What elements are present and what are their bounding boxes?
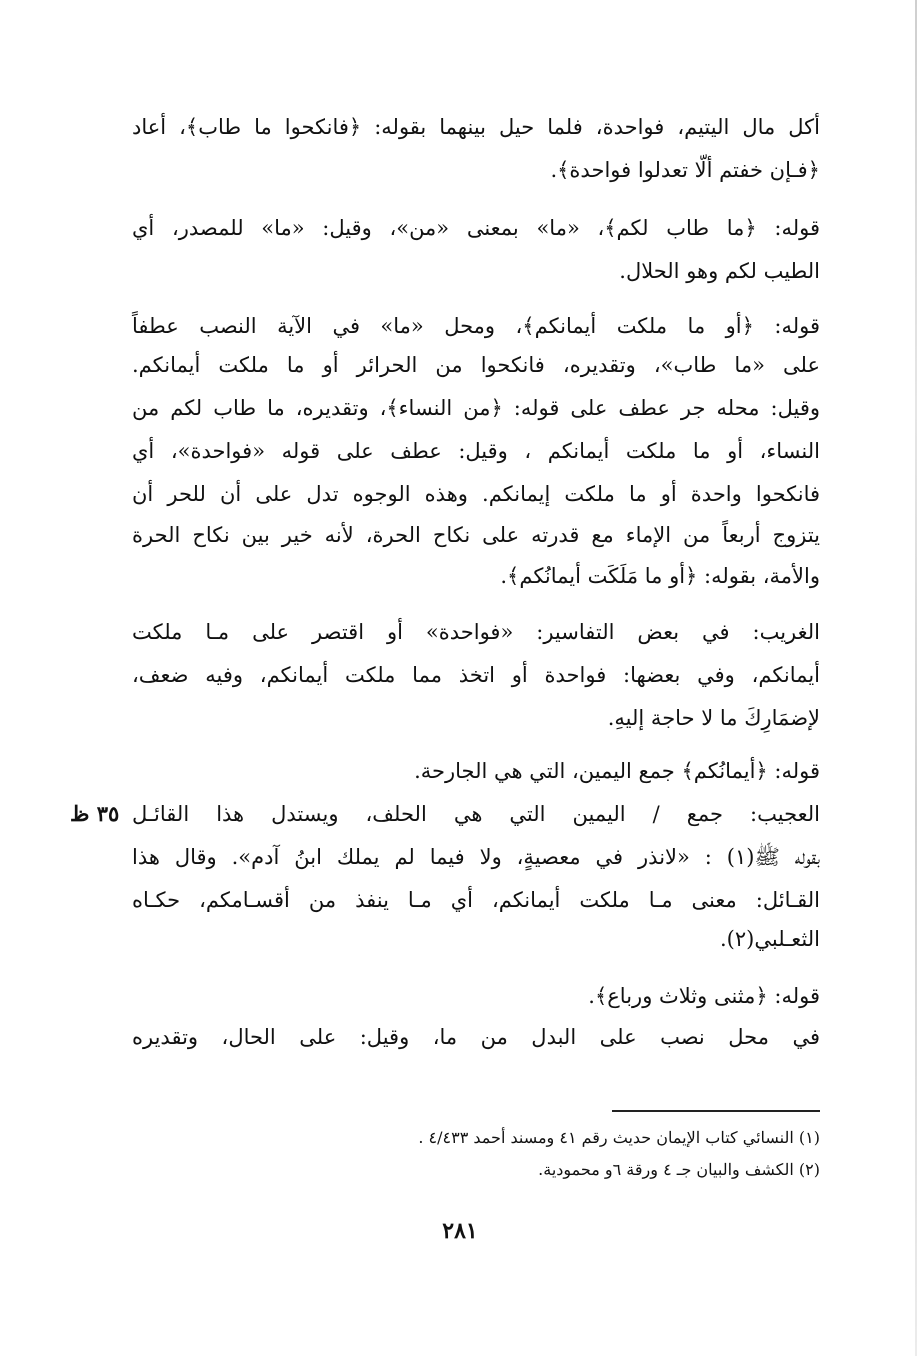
footnote: (١) النسائي كتاب الإيمان حديث رقم ٤١ ومسند أحمد ٤/٤٣٣ . bbox=[418, 1128, 820, 1147]
body-line: قوله: ﴿مثنى وثلاث ورباع﴾. bbox=[588, 984, 820, 1008]
body-line: فانكحوا واحدة أو ما ملكت إيمانكم. وهذه الوجوه تدل على أن للحر أن bbox=[132, 482, 820, 506]
footnote: (٢) الكشف والبيان جـ ٤ ورقة ٦و محمودية. bbox=[538, 1160, 820, 1179]
body-line: وقيل: محله جر عطف على قوله: ﴿من النساء﴾، وتقديره، ما طاب لكم من bbox=[132, 396, 820, 420]
body-line: على «ما طاب»، وتقديره، فانكحوا من الحرائر أو ما ملكت أيمانكم. bbox=[132, 353, 820, 377]
body-line: ﴿فـإن خفتم ألّا تعدلوا فواحدة﴾. bbox=[550, 158, 820, 182]
body-line: أيمانكم، وفي بعضها: فواحدة أو اتخذ مما ملكت أيمانكم، وفيه ضعف، bbox=[132, 663, 820, 687]
body-line: الطيب لكم وهو الحلال. bbox=[619, 259, 820, 283]
folio-marginal-note: ٣٥ ظ bbox=[70, 801, 120, 826]
body-line: والأمة، بقوله: ﴿أو ما مَلَكَت أيمانُكم﴾. bbox=[500, 564, 820, 588]
body-line: قوله: ﴿أيمانُكم﴾ جمع اليمين، التي هي الجارحة. bbox=[414, 759, 820, 783]
body-line: بقوله ﷺ(١) : «لانذر في معصيةٍ، ولا فيما لم يملك ابنُ آدم». وقال هذا bbox=[132, 845, 820, 869]
body-line: الثعـلبي(٢). bbox=[720, 927, 820, 951]
body-line: لإضمَارِكَ ما لا حاجة إليهِ. bbox=[607, 706, 820, 730]
page-number: ٢٨١ bbox=[442, 1218, 478, 1244]
body-line: العجيب: جمع / اليمين التي هي الحلف، ويستدل هذا القائـل bbox=[132, 802, 820, 826]
body-line: قوله: ﴿أو ما ملكت أيمانكم﴾، ومحل «ما» في الآية النصب عطفاً bbox=[132, 314, 820, 338]
body-line: في محل نصب على البدل من ما، وقيل: على الحال، وتقديره bbox=[132, 1025, 820, 1049]
body-line: القـائل: معنى مـا ملكت أيمانكم، أي مـا ينفذ من أقسـامكم، حكـاه bbox=[132, 888, 820, 912]
body-line: الغريب: في بعض التفاسير: «فواحدة» أو اقتصر على مـا ملكت bbox=[132, 620, 820, 644]
footnote-separator bbox=[612, 1110, 820, 1112]
body-line: قوله: ﴿ما طاب لكم﴾، «ما» بمعنى «من»، وقيل: «ما» للمصدر، أي bbox=[132, 216, 820, 240]
body-line: أكل مال اليتيم، فواحدة، فلما حيل بينهما بقوله: ﴿فانكحوا ما طاب﴾، أعاد bbox=[132, 115, 820, 139]
page-edge bbox=[915, 0, 917, 1356]
body-line: يتزوج أربعاً من الإماء مع قدرته على نكاح الحرة، لأنه خير بين نكاح الحرة bbox=[132, 523, 820, 547]
body-line: النساء، أو ما ملكت أيمانكم ، وقيل: عطف على قوله «فواحدة»، أي bbox=[132, 439, 820, 463]
